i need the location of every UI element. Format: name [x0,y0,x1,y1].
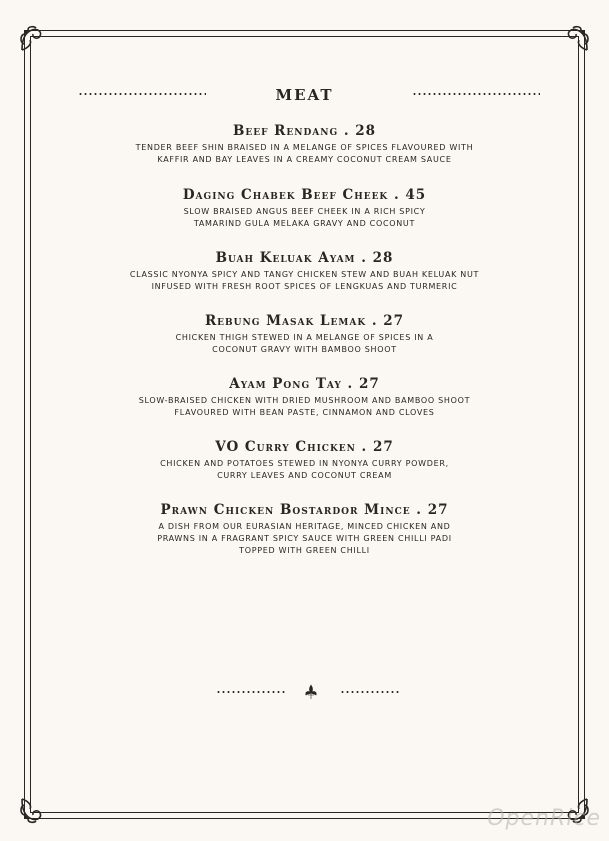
corner-flourish-icon [18,24,48,54]
section-title: MEAT [275,86,334,104]
item-description: A DISH FROM OUR EURASIAN HERITAGE, MINCED CHICKEN AND PRAWNS IN A FRAGRANT SPICY SAUCE WITH GREEN CHILLI PADI TOPPED WITH GREEN CHILLI [157,522,452,555]
section-header [0,86,609,106]
menu-item [0,501,609,557]
item-title: Beef Rendang . 28 [232,123,377,139]
dotted-rule-left [216,691,286,693]
fleur-de-lis-icon [303,684,319,700]
item-description: SLOW-BRAISED CHICKEN WITH DRIED MUSHROOM AND BAMBOO SHOOT FLAVOURED WITH BEAN PASTE, CINNAMON AND CLOVES [138,396,471,417]
corner-flourish-icon [18,795,48,825]
item-title: Prawn Chicken Bostardor Mince . 27 [160,502,449,518]
bottom-divider [0,684,609,700]
item-title: Daging Chabek Beef Cheek . 45 [182,187,427,203]
item-title: Buah Keluak Ayam . 28 [215,250,394,266]
watermark: OpenRice [487,806,601,831]
item-title: Rebung Masak Lemak . 27 [204,313,405,329]
item-description: CHICKEN THIGH STEWED IN A MELANGE OF SPICES IN A COCONUT GRAVY WITH BAMBOO SHOOT [175,333,434,354]
item-description: CLASSIC NYONYA SPICY AND TANGY CHICKEN STEW AND BUAH KELUAK NUT INFUSED WITH FRESH ROOT SPICES OF LENGKUAS AND TURMERIC [129,270,480,291]
dotted-rule-right [340,691,400,693]
menu-item [0,249,609,293]
dotted-rule-right [412,93,540,95]
item-description: TENDER BEEF SHIN BRAISED IN A MELANGE OF SPICES FLAVOURED WITH KAFFIR AND BAY LEAVES IN A CREAMY COCONUT CREAM SAUCE [135,143,474,164]
menu-item [0,375,609,419]
item-description: SLOW BRAISED ANGUS BEEF CHEEK IN A RICH SPICY TAMARIND GULA MELAKA GRAVY AND COCONUT [183,207,426,228]
menu-item [0,438,609,482]
menu-item [0,122,609,166]
corner-flourish-icon [561,24,591,54]
item-description: CHICKEN AND POTATOES STEWED IN NYONYA CURRY POWDER, CURRY LEAVES AND COCONUT CREAM [160,459,449,480]
item-title: VO Curry Chicken . 27 [215,439,394,455]
menu-item [0,186,609,230]
menu-item [0,312,609,356]
item-title: Ayam Pong Tay . 27 [229,376,380,392]
